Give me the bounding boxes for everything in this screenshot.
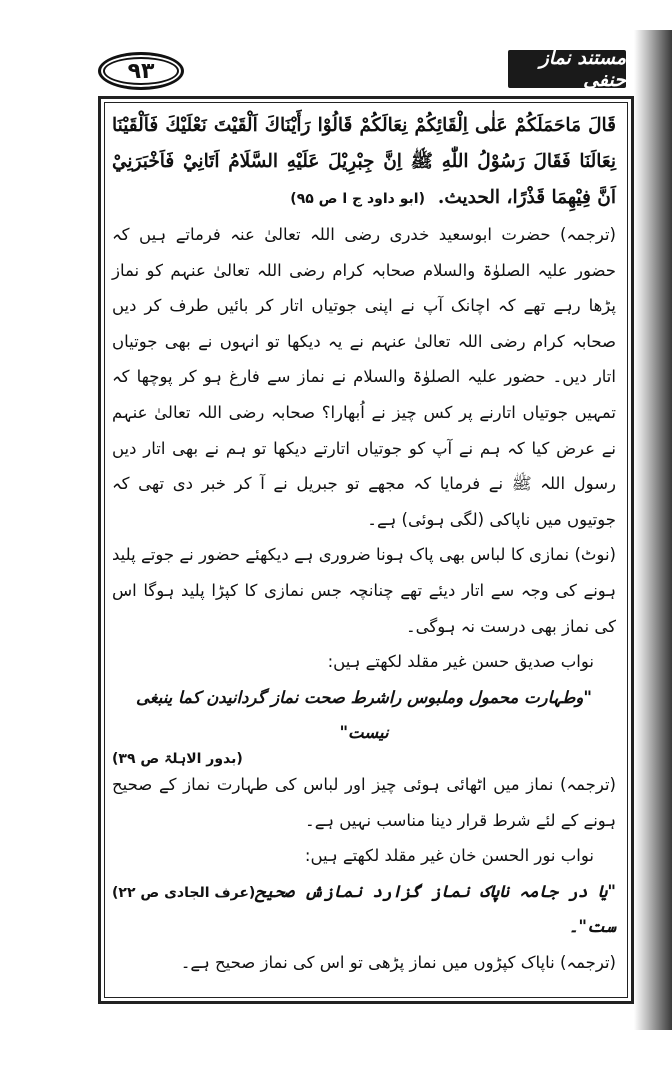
arabic-hadith-reference: (ابو داود ج ا ص ۹۵) xyxy=(290,191,425,207)
section-1-reference: (بدور الاہلۃ ص ۳۹) xyxy=(112,750,243,767)
section-1-intro: نواب صدیق حسن غیر مقلد لکھتے ہیں: xyxy=(327,652,594,672)
section-1-quote: "وطہارت محمول وملبوس راشرط صحت نماز گردانیدن کما ینبغی نیست" xyxy=(136,687,592,743)
section-2-reference: (عرف الجادی ص ۲۲) xyxy=(112,884,256,901)
section-2-quote-row xyxy=(112,874,616,945)
note-paragraph: (نوٹ) نمازی کا لباس بھی پاک ہونا ضروری ہے دیکھئے حضور نے جوتے پلید ہونے کی وجہ سے اتار دیئے تھے چنانچہ جس نمازی کا کپڑا پلید ہوگا اس کی نماز بھی درست نہ ہوگی۔ xyxy=(112,545,616,636)
section-2-intro: نواب نور الحسن خان غیر مقلد لکھتے ہیں: xyxy=(304,846,594,866)
scan-edge-shadow xyxy=(634,30,672,1030)
section-1-translation: (ترجمہ) نماز میں اٹھائی ہوئی چیز اور لباس کی طہارت نماز کے صحیح ہونے کے لئے شرط قرار دینا مناسب نہیں ہے۔ xyxy=(112,774,616,830)
section-2-quote: "یا در جامہ ناپاک نماز گزارد نمازش صحیح ست"۔ xyxy=(255,881,616,937)
translation-paragraph: (ترجمہ) حضرت ابوسعید خدری رضی اللہ تعالیٰ عنہ فرماتے ہیں کہ حضور علیہ الصلوٰۃ والسلام صحابہ کرام رضی اللہ تعالیٰ عنہم کو نماز پڑھا رہے تھے کہ اچانک آپ نے اپنی جوتیاں اتار کر بائیں طرف کر دیں صحابہ کرام رضی اللہ تعالیٰ عنہم نے یہ دیکھا تو انہوں نے بھی جوتیاں اتار دیں۔ حضور علیہ الصلوٰۃ والسلام نے نماز سے فارغ ہو کر پوچھا کہ تمہیں جوتیاں اتارنے پر کس چیز نے اُبھارا؟ صحابہ رضی اللہ تعالیٰ عنہم نے عرض کیا کہ ہم نے آپ کو جوتیاں اتارتے دیکھا تو ہم نے بھی اتار دیں رسول اللہ ﷺ نے فرمایا کہ مجھے تو جبریل نے آ کر خبر دی تھی کہ جوتیوں میں ناپاکی (لگی ہوئی) ہے۔ xyxy=(112,225,616,529)
section-1-reference-row xyxy=(112,751,616,767)
section-2-translation: (ترجمہ) ناپاک کپڑوں میں نماز پڑھی تو اس کی نماز صحیح ہے۔ xyxy=(180,952,616,972)
arabic-hadith xyxy=(112,108,616,217)
page-number: ۹۳ xyxy=(98,52,184,90)
arabic-hadith-text: قَالَ مَاحَمَلَكُمْ عَلٰى اِلْقَائِكُمْ نِعَالَكُمْ قَالُوْا رَأَيْنَاكَ اَلْقَيْتَ نَعْلَيْكَ فَاَلْقَيْنَا نِعَالَنَا فَقَالَ رَسُوْلُ اللّٰهِ ﷺ اِنَّ جِبْرِيْلَ عَلَيْهِ السَّلَامُ اَتَانِيْ فَاَخْبَرَنِيْ اَنَّ فِيْهِمَا قَذْرًا، الحديث. xyxy=(112,115,616,208)
page-content xyxy=(112,108,616,980)
book-title-banner: مستند نماز حنفی xyxy=(508,50,626,88)
